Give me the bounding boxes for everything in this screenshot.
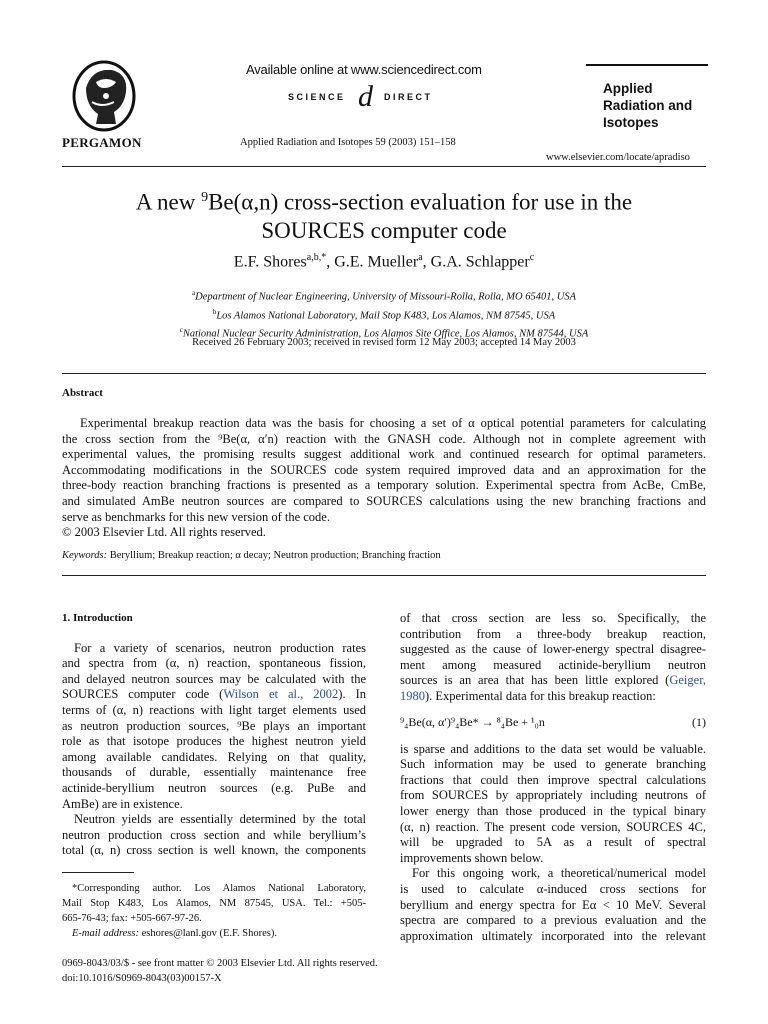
body-line: For a variety of scenarios, neutron production rates	[74, 640, 366, 655]
journal-title-line1: Applied	[603, 81, 653, 96]
affiliation-sup: b	[212, 307, 217, 316]
email-address[interactable]: eshores@lanl.gov (E.F. Shores).	[141, 928, 278, 939]
author-1: E.F. Shores	[233, 253, 307, 271]
article-title	[62, 184, 706, 245]
body-line: and spectra from (α, n) reaction, spontaneous fission,	[62, 656, 366, 671]
body-text: ). Experimental data for this breakup reaction:	[425, 688, 656, 703]
author-sep: ,	[422, 253, 431, 271]
title-part-b: Be(α,n) cross-section evaluation for use in the	[208, 189, 633, 215]
body-line: total (α, n) cross section is well known, the components	[62, 843, 366, 858]
body-line	[400, 689, 706, 705]
body-line: contribution from a three-body breakup reaction,	[400, 626, 706, 641]
abstract-line: and simulated AmBe neutron sources are compared to SOURCES calculations using the new branching fractions and	[62, 493, 706, 508]
body-line: fractions that could then improve spectral calculations	[400, 772, 706, 787]
body-line: spectra are compared to a previous evaluation and the	[400, 913, 706, 928]
body-line: is sparse and additions to the data set would be valuable.	[400, 741, 706, 756]
body-line	[62, 687, 366, 703]
abstract-line: experimental values, the promising results suggest additional work and continued research for optimal parameters.	[62, 447, 706, 462]
keywords-label: Keywords:	[62, 550, 108, 561]
footnote-rule	[62, 872, 134, 873]
abstract-heading: Abstract	[62, 387, 103, 399]
sciencedirect-logo	[288, 80, 458, 114]
abstract-line: serve as benchmarks for this new version of the code.	[62, 509, 330, 524]
body-line: of that cross section are less so. Specifically, the	[400, 611, 706, 625]
body-line: will be upgraded to 5A as a result of spectral	[400, 835, 706, 850]
author-2-sup: a	[418, 252, 423, 263]
footer-front-matter: 0969-8043/03/$ - see front matter © 2003 Elsevier Ltd. All rights reserved.	[62, 958, 378, 969]
journal-title	[603, 80, 692, 131]
affiliation-text: Los Alamos National Laboratory, Mail Stop K483, Los Alamos, NM 87545, USA	[216, 310, 556, 321]
body-line: neutron production cross section and while beryllium’s	[62, 827, 366, 842]
body-line: approximation ultimately incorporated into the relevant	[400, 928, 706, 943]
citation-line: Applied Radiation and Isotopes 59 (2003) 151–158	[240, 137, 456, 148]
abstract-copyright: © 2003 Elsevier Ltd. All rights reserved.	[62, 525, 266, 540]
body-line: is used to calculate α-induced cross sections for	[400, 881, 706, 896]
body-line: improvements shown below.	[400, 850, 544, 865]
body-line: beryllium and energy spectra for Eα < 10 MeV. Several	[400, 897, 706, 912]
abstract-line: Accommodating modifications in the SOURCES code system required improved data and an approximation for the	[62, 462, 706, 477]
footnote-line: 665-76-43; fax: +505-667-97-26.	[62, 913, 202, 924]
section-heading: 1. Introduction	[62, 612, 133, 624]
abstract-line: Experimental breakup reaction data was the basis for choosing a set of α optical potential parameters for calculating	[80, 416, 706, 430]
journal-title-line3: Isotopes	[603, 115, 659, 130]
body-text: sources is an area that has been little explored (	[400, 673, 670, 688]
author-3: G.A. Schlapper	[430, 253, 530, 271]
body-line: terms of (α, n) reactions with light target elements used	[62, 702, 366, 717]
right-column	[400, 611, 706, 944]
footer-doi[interactable]: doi:10.1016/S0969-8043(03)00157-X	[62, 973, 222, 984]
title-sup: 9	[201, 190, 209, 205]
keywords-list: Beryllium; Breakup reaction; α decay; Neutron production; Branching fraction	[109, 550, 441, 561]
email-label: E-mail address:	[72, 928, 139, 939]
affiliations	[62, 286, 706, 342]
body-line: Neutron yields are essentially determined by the total	[74, 812, 366, 827]
journal-title-line2: Radiation and	[603, 98, 693, 113]
author-3-sup: c	[529, 252, 535, 263]
abstract-line: three-body reaction branching fractions is presented as a temporary solution. Experimental spectra from AcBe, CmBe,	[62, 478, 706, 493]
affiliation-sup: c	[179, 326, 183, 334]
publisher-name: PERGAMON	[62, 135, 142, 150]
author-2: G.E. Mueller	[334, 253, 419, 271]
body-line: lower energy than those produced in the typical binary	[400, 803, 706, 818]
body-line: ment among measured actinide-beryllium neutron	[400, 657, 706, 672]
citation-link-geiger-year[interactable]: 1980	[400, 688, 425, 703]
journal-url[interactable]: www.elsevier.com/locate/apradiso	[546, 152, 690, 163]
body-line: actinide-beryllium neutron sources (e.g. PuBe and	[62, 780, 366, 795]
body-text: ). In	[338, 687, 367, 702]
keywords	[62, 550, 441, 561]
footnote-line: *Corresponding author. Los Alamos National Laboratory,	[72, 883, 366, 894]
abstract-line: the cross section from the ⁹Be(α, α′n) reaction with the GNASH code. Although not in complete agreement with	[62, 431, 706, 446]
body-line: as neutron production sources, ⁹Be plays an important	[62, 718, 366, 733]
received-dates: Received 26 February 2003; received in revised form 12 May 2003; accepted 14 May 2003	[192, 337, 576, 348]
title-part-a: A new	[135, 189, 202, 215]
author-sep: ,	[326, 253, 335, 271]
body-line: suggested as the cause of lower-energy spectral disagree-	[400, 642, 706, 657]
affiliation-text: Department of Nuclear Engineering, University of Missouri-Rolla, Rolla, MO 65401, USA	[195, 291, 576, 303]
sd-logo-right: DIRECT	[384, 92, 433, 102]
body-line: thousands of durable, essentially maintenance free	[62, 765, 366, 780]
affiliation-a	[62, 286, 706, 305]
affiliation-sup: a	[192, 289, 196, 297]
equation-1	[400, 715, 706, 735]
elsevier-tree-icon	[62, 58, 146, 134]
body-line: (α, n) reaction. The present code version, SOURCES 4C,	[400, 819, 706, 834]
body-line: Such information may be used to generate branching	[400, 757, 706, 772]
body-line: among available candidates. Relying on that quality,	[62, 749, 366, 764]
abstract-top-rule	[62, 373, 706, 374]
body-text: SOURCES computer code (	[62, 687, 224, 702]
body-line: from SOURCES by appropriately including neutrons of	[400, 788, 706, 803]
sd-logo-left: SCIENCE	[288, 92, 346, 102]
footnote-line: Mail Stop K483, Los Alamos, NM 87545, USA. Tel.: +505-	[62, 898, 366, 909]
available-online-text[interactable]: Available online at www.sciencedirect.com	[246, 62, 482, 77]
page-footer	[62, 956, 378, 986]
publisher-logo	[62, 58, 146, 134]
body-line: For this ongoing work, a theoretical/numerical model	[412, 866, 706, 881]
equation-number: (1)	[692, 714, 706, 729]
affiliation-b	[62, 305, 706, 324]
author-list	[62, 252, 706, 271]
body-line: AmBe) are in existence.	[62, 796, 183, 811]
left-column	[62, 611, 366, 859]
body-line: and delayed neutron sources may be calculated with the	[62, 671, 366, 686]
body-line	[400, 673, 706, 689]
title-part-c: SOURCES computer code	[261, 217, 507, 243]
abstract-bottom-rule	[62, 575, 706, 576]
header-rule	[62, 166, 706, 167]
sd-logo-d: d	[358, 80, 373, 113]
journal-header-rule	[586, 64, 708, 66]
footnote-email	[62, 926, 366, 941]
citation-link-geiger[interactable]: Geiger,	[669, 673, 706, 688]
author-1-sup: a,b,*	[306, 252, 327, 263]
abstract-body	[62, 416, 706, 541]
equation-text: ⁹₄Be(α, α′)⁹₄Be* → ⁸₄Be + ¹₀n	[400, 714, 545, 729]
affiliation-text: National Nuclear Security Administration, Los Alamos Site Office, Los Alamos, NM 87544, USA	[182, 328, 589, 340]
citation-link-wilson[interactable]: Wilson et al., 2002	[223, 687, 339, 702]
body-line: role as that isotope produces the highest neutron yield	[62, 734, 366, 749]
footnote	[62, 881, 366, 941]
